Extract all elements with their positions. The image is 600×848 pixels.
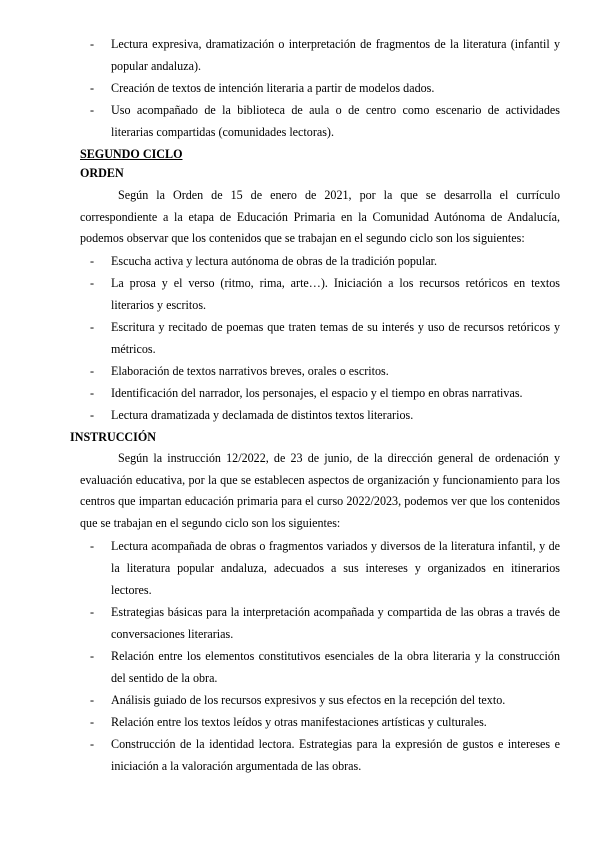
list-item: - Identificación del narrador, los personajes, el espacio y el tiempo en obras narrativas. <box>90 382 560 404</box>
instruccion-paragraph: Según la instrucción 12/2022, de 23 de junio, de la dirección general de ordenación y evaluación educativa, por la que se establecen aspectos de organización y funcionamiento para los centros que impartan educación primaria para el curso 2022/2023, podemos ver que los contenidos que se trabajan en el segundo ciclo son los siguientes: <box>80 451 560 530</box>
orden-list <box>90 250 560 426</box>
list-item: - Lectura expresiva, dramatización o interpretación de fragmentos de la literatura (infantil y popular andaluza). <box>90 33 560 77</box>
list-item: - Análisis guiado de los recursos expresivos y sus efectos en la recepción del texto. <box>90 689 560 711</box>
list-item: - Escritura y recitado de poemas que traten temas de su interés y uso de recursos retóricos y métricos. <box>90 316 560 360</box>
list-top <box>90 33 560 143</box>
heading-instruccion: INSTRUCCIÓN <box>70 430 157 444</box>
orden-paragraph: Según la Orden de 15 de enero de 2021, por la que se desarrolla el currículo correspondiente a la etapa de Educación Primaria en la Comunidad Autónoma de Andalucía, podemos observar que los contenidos que se trabajan en el segundo ciclo son los siguientes: <box>80 188 560 245</box>
list-item: - Lectura dramatizada y declamada de distintos textos literarios. <box>90 404 560 426</box>
list-item: - Relación entre los textos leídos y otras manifestaciones artísticas y culturales. <box>90 711 560 733</box>
list-item: - Construcción de la identidad lectora. Estrategias para la expresión de gustos e intereses e iniciación a la valoración argumentada de las obras. <box>90 733 560 777</box>
list-item: - Creación de textos de intención literaria a partir de modelos dados. <box>90 77 560 99</box>
instruccion-list <box>90 535 560 777</box>
list-item: - Estrategias básicas para la interpretación acompañada y compartida de las obras a través de conversaciones literarias. <box>90 601 560 645</box>
list-item: - Escucha activa y lectura autónoma de obras de la tradición popular. <box>90 250 560 272</box>
list-item: - Relación entre los elementos constitutivos esenciales de la obra literaria y la construcción del sentido de la obra. <box>90 645 560 689</box>
list-item: - La prosa y el verso (ritmo, rima, arte…). Iniciación a los recursos retóricos en textos literarios y escritos. <box>90 272 560 316</box>
list-item: - Elaboración de textos narrativos breves, orales o escritos. <box>90 360 560 382</box>
list-item: - Uso acompañado de la biblioteca de aula o de centro como escenario de actividades literarias compartidas (comunidades lectoras). <box>90 99 560 143</box>
list-item: - Lectura acompañada de obras o fragmentos variados y diversos de la literatura infantil, y de la literatura popular andaluza, adecuados a sus intereses y organizados en itinerarios lectores. <box>90 535 560 601</box>
heading-orden: ORDEN <box>80 166 124 180</box>
heading-segundo-ciclo: SEGUNDO CICLO <box>80 147 183 161</box>
